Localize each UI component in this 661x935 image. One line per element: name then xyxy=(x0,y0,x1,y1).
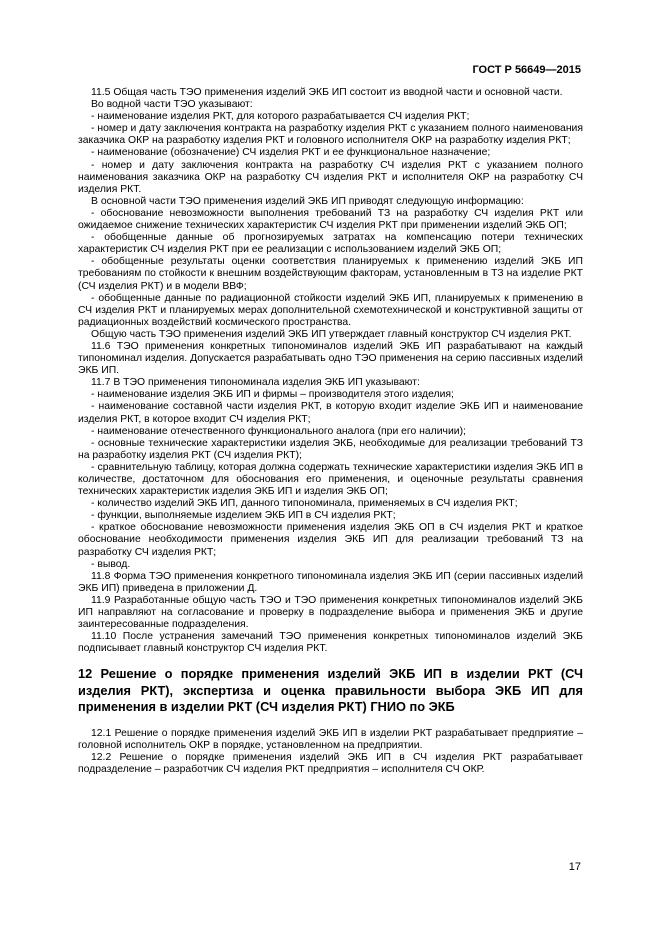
paragraph: - номер и дату заключения контракта на разработку изделия РКТ с указанием полного наименования заказчика ОКР на разработку изделия РКТ и головного исполнителя ОКР на разработку изделия РКТ; xyxy=(78,123,583,147)
paragraph: - краткое обоснование невозможности применения изделия ЭКБ ОП в СЧ изделия РКТ и краткое обоснование необходимости применения изделия ЭКБ ИП для реализации требований ТЗ на разработку СЧ изделия РКТ; xyxy=(78,522,583,558)
paragraph: - функции, выполняемые изделием ЭКБ ИП в СЧ изделия РКТ; xyxy=(91,510,396,522)
paragraph: - наименование (обозначение) СЧ изделия РКТ и ее функциональное назначение; xyxy=(91,147,491,159)
paragraph: Во водной части ТЭО указывают: xyxy=(91,99,253,111)
paragraph: Общую часть ТЭО применения изделий ЭКБ ИП утверждает главный конструктор СЧ изделия РКТ. xyxy=(91,328,572,340)
paragraph: - обоснование невозможности выполнения требований ТЗ на разработку СЧ изделия РКТ или ожидаемое снижение технических характеристик СЧ изделия РКТ при применении изделий ЭКБ ОП; xyxy=(78,207,583,232)
paragraph: - обобщенные результаты оценки соответствия планируемых к применению изделий ЭКБ ИП требованиям по стойкости к внешним воздействующим факторам, установленным в ТЗ на изделие РКТ (СЧ изделия РКТ) и в модели ВВФ; xyxy=(78,256,583,292)
paragraph: - сравнительную таблицу, которая должна содержать технические характеристики изделия ЭКБ ИП в количестве, достаточном для обоснования его применения, и оценочные результаты сравнения технических характеристик изделия ЭКБ ИП и изделия ЭКБ ОП; xyxy=(78,461,583,498)
paragraph: - наименование отечественного функционального аналога (при его наличии); xyxy=(91,425,466,437)
paragraph: В основной части ТЭО применения изделий ЭКБ ИП приводят следующую информацию: xyxy=(91,195,524,207)
standard-header: ГОСТ Р 56649—2015 xyxy=(472,64,581,76)
paragraph: 12.1 Решение о порядке применения изделий ЭКБ ИП в изделии РКТ разрабатывает предприятие – головной исполнитель ОКР в порядке, установленном на предприятии. xyxy=(78,727,583,751)
paragraph: 11.10 После устранения замечаний ТЭО применения конкретных типономиналов изделий ЭКБ подписывает главный конструктор СЧ изделия РКТ. xyxy=(78,631,583,655)
paragraph: - наименование изделия ЭКБ ИП и фирмы – производителя этого изделия; xyxy=(91,389,454,401)
paragraph: - обобщенные данные по радиационной стойкости изделий ЭКБ ИП, планируемых к применению в СЧ изделия РКТ и планируемых мерах дополнительной схемотехнической и конструктивной защиты от радиационных воздействий космического пространства. xyxy=(78,292,583,328)
paragraph: - обобщенные данные об прогнозируемых затратах на компенсацию потери технических характеристик СЧ изделия РКТ при ее реализации с использованием изделий ЭКБ ОП; xyxy=(78,232,583,256)
paragraph: 11.5 Общая часть ТЭО применения изделий ЭКБ ИП состоит из вводной части и основной части. xyxy=(91,87,563,98)
paragraph: 11.8 Форма ТЭО применения конкретного типономинала изделия ЭКБ ИП (серии пассивных изделий ЭКБ ИП) приведена в приложении Д. xyxy=(78,570,583,594)
paragraph: - количество изделий ЭКБ ИП, данного типономинала, применяемых в СЧ изделия РКТ; xyxy=(91,498,518,510)
paragraph: - основные технические характеристики изделия ЭКБ, необходимые для реализации требований ТЗ на разработку изделия РКТ (СЧ изделия РКТ); xyxy=(78,437,583,461)
document-body xyxy=(78,87,583,776)
paragraph: 12.2 Решение о порядке применения изделий ЭКБ ИП в СЧ изделия РКТ разрабатывает подразделение – разработчик СЧ изделия РКТ предприятия – исполнителя СЧ ОКР. xyxy=(78,752,583,776)
paragraph: - наименование составной части изделия РКТ, в которую входит изделие ЭКБ ИП и наименование изделия РКТ, в которое входит СЧ изделия РКТ; xyxy=(78,401,583,425)
section-12 xyxy=(78,728,583,776)
paragraph: 11.6 ТЭО применения конкретных типономиналов изделий ЭКБ ИП разрабатывают на каждый типономинал изделия. Допускается разрабатывать одно ТЭО применения на серию пассивных изделий ЭКБ ИП. xyxy=(78,340,583,377)
page-number: 17 xyxy=(568,861,581,873)
paragraph: - вывод. xyxy=(91,558,131,570)
paragraph: - номер и дату заключения контракта на разработку СЧ изделия РКТ с указанием полного наименования заказчика ОКР на разработку СЧ изделия РКТ и исполнителя ОКР на разработку СЧ изделия РКТ. xyxy=(78,159,583,195)
section-12-heading: 12 Решение о порядке применения изделий ЭКБ ИП в изделии РКТ (СЧ изделия РКТ), экспертиза и оценка правильности выбора ЭКБ ИП для применения в изделии РКТ (СЧ изделия РКТ) ГНИО по ЭКБ xyxy=(78,666,583,715)
paragraph: - наименование изделия РКТ, для которого разрабатывается СЧ изделия РКТ; xyxy=(91,111,470,123)
paragraph: 11.9 Разработанные общую часть ТЭО и ТЭО применения конкретных типономиналов изделий ЭКБ ИП направляют на согласование и проверку в подразделение выбора и применения ЭКБ и другие заинтересованные подразделения. xyxy=(78,594,583,631)
section-11 xyxy=(78,87,583,655)
paragraph: 11.7 В ТЭО применения типономинала изделия ЭКБ ИП указывают: xyxy=(91,377,420,389)
